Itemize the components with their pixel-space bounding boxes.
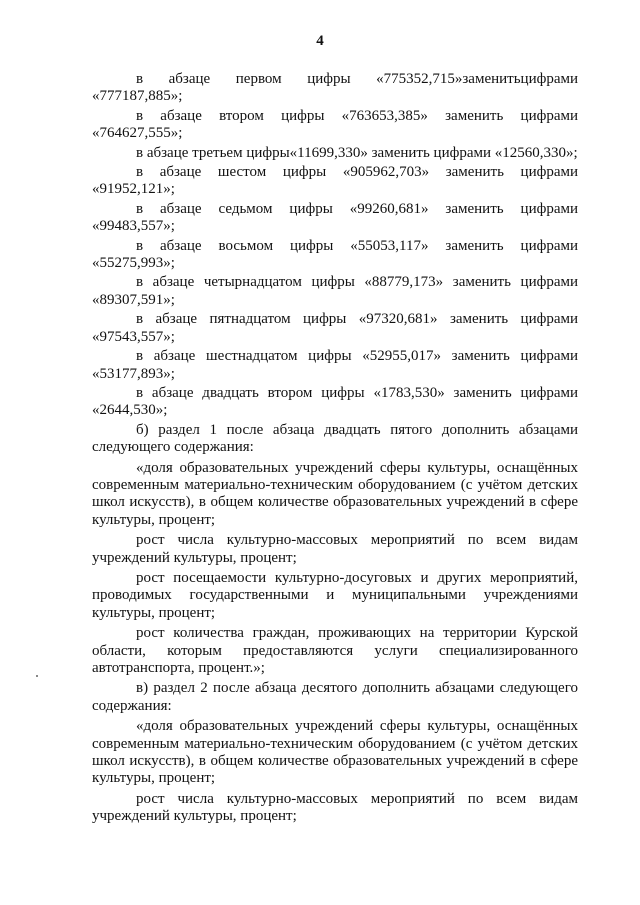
section-c-item-events: рост числа культурно-массовых мероприятий по всем видам учреждений культуры, процент; — [92, 790, 578, 825]
section-c-heading: в) раздел 2 после абзаца десятого дополнить абзацами следующего содержания: — [92, 680, 578, 714]
section-b-heading: б) раздел 1 после абзаца двадцать пятого дополнить абзацами следующего содержания: — [92, 421, 578, 456]
amendment-paragraph: в абзаце шестом цифры «905962,703» заменить цифрами «91952,121»; — [92, 164, 578, 198]
amendment-paragraph: в абзаце третьем цифры«11699,330» заменить цифрами «12560,330»; — [136, 144, 578, 161]
section-b-item-events: рост числа культурно-массовых мероприятий по всем видам учреждений культуры, процент; — [92, 532, 578, 566]
amendment-paragraph: в абзаце седьмом цифры «99260,681» заменить цифрами «99483,557»; — [92, 200, 578, 235]
section-b-item-equipment: «доля образовательных учреждений сферы культуры, оснащённых современным материально-техническим оборудованием (с учётом детских школ искусств), в общем количестве образовательных учреждений в сфере культуры, процент; — [92, 459, 578, 528]
section-c-item-equipment: «доля образовательных учреждений сферы культуры, оснащённых современным материально-техническим оборудованием (с учётом детских школ искусств), в общем количестве образовательных учреждений в сфере культуры, процент; — [92, 718, 578, 787]
amendment-paragraph: в абзаце четырнадцатом цифры «88779,173» заменить цифрами «89307,591»; — [92, 274, 578, 308]
amendment-paragraph: в абзаце шестнадцатом цифры «52955,017» заменить цифрами «53177,893»; — [92, 348, 578, 382]
amendment-paragraph: в абзаце втором цифры «763653,385» заменить цифрами «764627,555»; — [92, 107, 578, 142]
section-b-item-transport: рост количества граждан, проживающих на территории Курской области, которым предоставляются услуги специализированного автотранспорта, процент.»; — [92, 625, 578, 676]
amendment-paragraph: в абзаце двадцать втором цифры «1783,530» заменить цифрами «2644,530»; — [92, 384, 578, 419]
section-b-item-attendance: рост посещаемости культурно-досуговых и других мероприятий, проводимых государственными и муниципальными учреждениями культуры, процент; — [92, 569, 578, 621]
amendment-paragraph: в абзаце пятнадцатом цифры «97320,681» заменить цифрами «97543,557»; — [92, 311, 578, 345]
amendment-paragraph: в абзаце восьмом цифры «55053,117» заменить цифрами «55275,993»; — [92, 237, 578, 272]
document-body — [92, 71, 578, 829]
amendment-paragraph: в абзаце первом цифры «775352,715»заменитьцифрами «777187,885»; — [92, 71, 578, 105]
page-number: 4 — [316, 33, 324, 49]
margin-mark — [36, 675, 38, 677]
